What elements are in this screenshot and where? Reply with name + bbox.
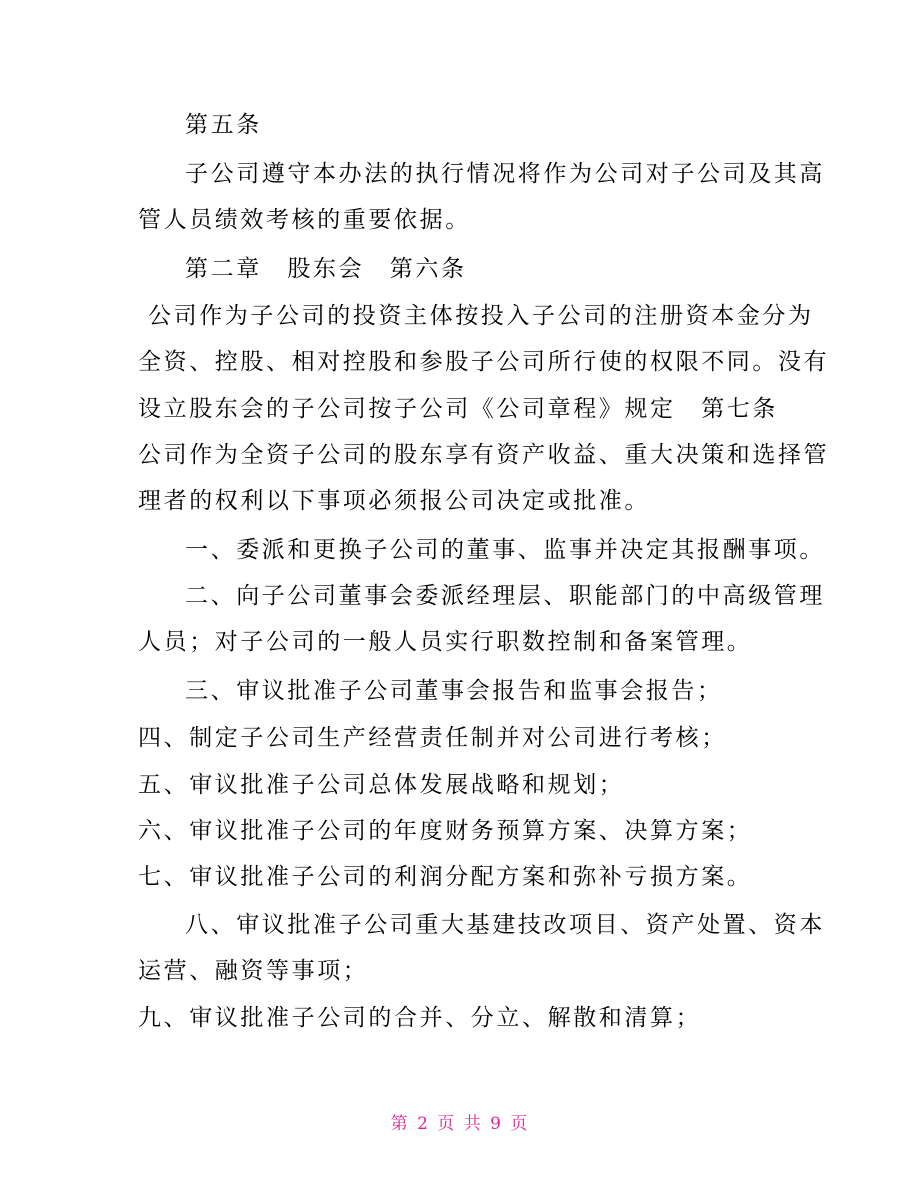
list-item: 七、审议批准子公司的利润分配方案和弥补亏损方案。 — [138, 864, 753, 890]
list-item: 四、制定子公司生产经营责任制并对公司进行考核； — [138, 725, 727, 751]
list-item-continuation: 运营、融资等事项； — [138, 958, 369, 984]
list-item: 二、向子公司董事会委派经理层、职能部门的中高级管理 — [185, 583, 825, 609]
paragraph-line: 理者的权利以下事项必须报公司决定或批准。 — [138, 488, 650, 514]
list-item-continuation: 人员；对子公司的一般人员实行职数控制和备案管理。 — [138, 629, 753, 655]
list-item: 九、审议批准子公司的合并、分立、解散和清算； — [138, 1005, 702, 1031]
chapter-heading-2: 第二章 股东会 第六条 — [185, 256, 467, 282]
list-item: 五、审议批准子公司总体发展战略和规划； — [138, 772, 625, 798]
page-number-footer: 第 2 页 共 9 页 — [390, 1114, 530, 1134]
paragraph-line: 管人员绩效考核的重要依据。 — [138, 207, 471, 233]
paragraph-line: 公司作为全资子公司的股东享有资产收益、重大决策和选择管 — [138, 442, 830, 468]
paragraph-line: 全资、控股、相对控股和参股子公司所行使的权限不同。没有 — [138, 349, 830, 375]
paragraph-line: 子公司遵守本办法的执行情况将作为公司对子公司及其高 — [185, 161, 825, 187]
paragraph-line: 公司作为子公司的投资主体按投入子公司的注册资本金分为 — [148, 303, 814, 329]
list-item: 三、审议批准子公司董事会报告和监事会报告； — [185, 678, 723, 704]
list-item: 八、审议批准子公司重大基建技改项目、资产处置、资本 — [185, 912, 825, 938]
paragraph-line: 设立股东会的子公司按子公司《公司章程》规定 第七条 — [138, 396, 778, 422]
article-heading-5: 第五条 — [185, 112, 262, 138]
list-item: 六、审议批准子公司的年度财务预算方案、决算方案； — [138, 818, 753, 844]
list-item: 一、委派和更换子公司的董事、监事并决定其报酬事项。 — [185, 537, 825, 563]
